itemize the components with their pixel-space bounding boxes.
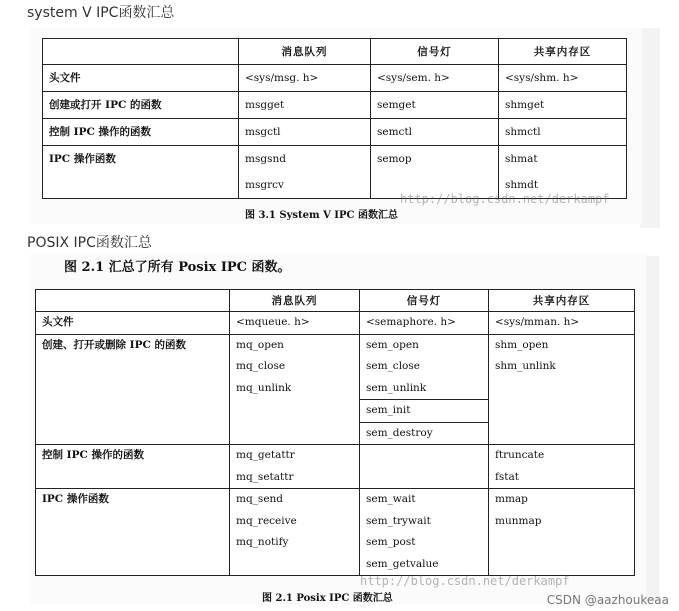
posix-cell bbox=[360, 312, 489, 335]
posix-row-label: 头文件 bbox=[36, 312, 230, 335]
sysv-cell bbox=[371, 92, 499, 119]
sysv-cell bbox=[371, 119, 499, 146]
posix-ipc-table bbox=[35, 289, 635, 576]
posix-function-name: sem_init bbox=[360, 399, 488, 422]
sysv-cell bbox=[239, 146, 371, 199]
scan-edge-strip bbox=[640, 28, 660, 228]
posix-cell bbox=[489, 334, 635, 445]
section1-watermark: http://blog.csdn.net/derkampf bbox=[400, 192, 610, 206]
posix-cell bbox=[360, 489, 489, 576]
sysv-function-name: shmget bbox=[505, 99, 545, 111]
sysv-function-name: msgget bbox=[245, 99, 285, 111]
section1-caption: 图 3.1 System V IPC 函数汇总 bbox=[245, 210, 398, 221]
sysv-function-name: shmdt bbox=[505, 179, 539, 191]
posix-row-label: 控制 IPC 操作的函数 bbox=[36, 445, 230, 489]
posix-cell bbox=[230, 312, 360, 335]
sysv-row bbox=[43, 92, 627, 119]
posix-function-name: <mqueue. h> bbox=[236, 316, 310, 328]
section2-heading: POSIX IPC函数汇总 bbox=[27, 235, 152, 251]
sysv-header-cell: 消息队列 bbox=[239, 39, 371, 65]
sysv-cell bbox=[371, 65, 499, 92]
posix-cell bbox=[230, 489, 360, 576]
sysv-function-name: msgsnd bbox=[245, 153, 286, 165]
posix-header-cell: 消息队列 bbox=[230, 290, 360, 312]
posix-cell bbox=[230, 445, 360, 489]
section2-watermark: http://blog.csdn.net/derkampf bbox=[360, 574, 570, 588]
posix-function-name: mq_close bbox=[236, 360, 286, 372]
sysv-function-name: <sys/sem. h> bbox=[377, 72, 450, 84]
sysv-function-name: shmctl bbox=[505, 126, 541, 138]
posix-function-name: mmap bbox=[495, 493, 528, 505]
sysv-row-label: IPC 操作函数 bbox=[43, 146, 239, 199]
sysv-cell bbox=[499, 119, 627, 146]
posix-row bbox=[36, 489, 635, 576]
section2-intro: 图 2.1 汇总了所有 Posix IPC 函数。 bbox=[64, 260, 291, 275]
posix-function-name: mq_unlink bbox=[236, 381, 292, 394]
posix-row-label: 创建、打开或删除 IPC 的函数 bbox=[36, 334, 230, 445]
sysv-cell bbox=[499, 65, 627, 92]
sysv-row bbox=[43, 146, 627, 199]
posix-row bbox=[36, 312, 635, 335]
posix-header-cell: 信号灯 bbox=[360, 290, 489, 312]
sysv-function-name: msgctl bbox=[245, 126, 281, 138]
posix-function-name: sem_getvalue bbox=[366, 557, 439, 570]
posix-function-name: mq_notify bbox=[236, 536, 289, 548]
posix-cell bbox=[230, 334, 360, 445]
posix-row bbox=[36, 334, 635, 445]
posix-cell bbox=[360, 334, 489, 445]
posix-header-cell bbox=[36, 290, 230, 312]
posix-function-name: mq_receive bbox=[236, 514, 297, 527]
sysv-cell bbox=[239, 65, 371, 92]
posix-cell bbox=[489, 445, 635, 489]
posix-function-name: <sys/mman. h> bbox=[495, 316, 580, 328]
posix-function-name: shm_unlink bbox=[495, 360, 556, 372]
sysv-header-cell bbox=[43, 39, 239, 65]
sysv-row-label: 控制 IPC 操作的函数 bbox=[43, 119, 239, 146]
scan-edge-strip-2 bbox=[645, 256, 659, 601]
section2-caption: 图 2.1 Posix IPC 函数汇总 bbox=[262, 593, 393, 604]
posix-function-name: mq_getattr bbox=[236, 449, 295, 461]
posix-function-name: sem_post bbox=[366, 536, 416, 548]
sysv-function-name: shmat bbox=[505, 153, 538, 165]
sysv-cell bbox=[371, 146, 499, 199]
sysv-function-name: <sys/shm. h> bbox=[505, 72, 579, 84]
sysv-function-name: semget bbox=[377, 99, 416, 111]
posix-row bbox=[36, 445, 635, 489]
csdn-watermark: CSDN @aazhoukeaa bbox=[546, 593, 669, 607]
posix-function-name: mq_setattr bbox=[236, 470, 294, 483]
posix-header-cell: 共享内存区 bbox=[489, 290, 635, 312]
posix-function-name: <semaphore. h> bbox=[366, 316, 456, 328]
posix-function-name: ftruncate bbox=[495, 449, 545, 461]
sysv-row bbox=[43, 119, 627, 146]
posix-function-name: shm_open bbox=[495, 338, 549, 351]
sysv-header-cell: 共享内存区 bbox=[499, 39, 627, 65]
posix-function-name: munmap bbox=[495, 514, 542, 527]
system-v-ipc-table bbox=[42, 38, 627, 199]
sysv-header-cell: 信号灯 bbox=[371, 39, 499, 65]
posix-cell bbox=[360, 445, 489, 489]
section1-heading: system V IPC函数汇总 bbox=[27, 5, 175, 21]
sysv-function-name: semop bbox=[377, 153, 412, 165]
posix-function-name: sem_trywait bbox=[366, 514, 431, 527]
posix-function-name: sem_destroy bbox=[360, 422, 488, 445]
posix-function-name: mq_open bbox=[236, 338, 284, 351]
posix-cell bbox=[489, 312, 635, 335]
sysv-row bbox=[43, 65, 627, 92]
sysv-row-label: 头文件 bbox=[43, 65, 239, 92]
sysv-cell bbox=[239, 92, 371, 119]
posix-function-name: sem_unlink bbox=[366, 381, 427, 394]
posix-function-name: mq_send bbox=[236, 493, 284, 505]
posix-function-name: fstat bbox=[495, 470, 519, 483]
posix-row-label: IPC 操作函数 bbox=[36, 489, 230, 576]
posix-function-name: sem_close bbox=[366, 360, 420, 372]
posix-cell bbox=[489, 489, 635, 576]
posix-function-name: sem_open bbox=[366, 338, 419, 351]
sysv-function-name: semctl bbox=[377, 126, 413, 138]
sysv-cell bbox=[499, 146, 627, 199]
posix-function-name: sem_wait bbox=[366, 493, 416, 505]
sysv-function-name: msgrcv bbox=[245, 179, 284, 191]
sysv-row-label: 创建或打开 IPC 的函数 bbox=[43, 92, 239, 119]
sysv-cell bbox=[239, 119, 371, 146]
sysv-function-name: <sys/msg. h> bbox=[245, 72, 319, 84]
sysv-cell bbox=[499, 92, 627, 119]
